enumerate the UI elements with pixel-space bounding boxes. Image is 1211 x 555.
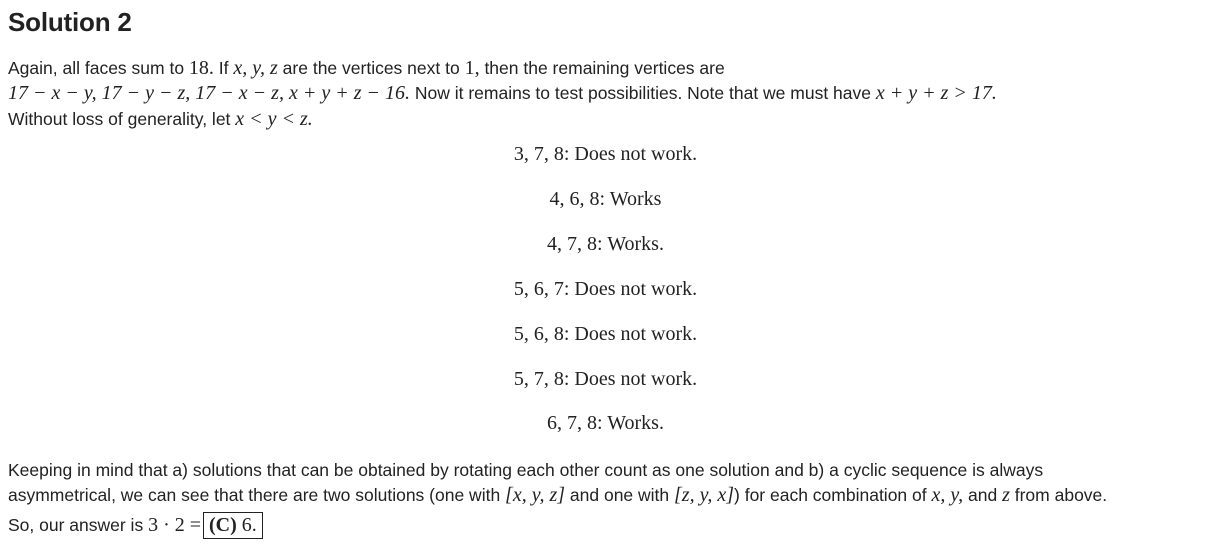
case-item: 3, 7, 8: Does not work. — [513, 143, 698, 165]
math-vars: x, y, z — [233, 57, 278, 79]
intro-text: then the remaining vertices are — [479, 58, 725, 78]
math-face-sum: 18. — [188, 57, 214, 79]
case-item: 4, 7, 8: Works. — [547, 233, 664, 255]
intro-line-2 — [8, 82, 997, 104]
conclusion-text: and — [963, 485, 1003, 505]
conclusion-text: from above. — [1009, 485, 1108, 505]
case-item: 6, 7, 8: Works. — [547, 412, 664, 434]
conclusion-line-1: Keeping in mind that a) solutions that can be obtained by rotating each other count as one solution and b) a cyclic sequence is always — [8, 460, 1044, 480]
conclusion-line-2 — [8, 484, 1107, 506]
conclusion-text: So, our answer is — [8, 515, 149, 535]
conclusion-text: and one with — [565, 485, 675, 505]
answer-label: (C) — [209, 514, 237, 536]
intro-text: are the vertices next to — [277, 58, 465, 78]
case-item: 5, 7, 8: Does not work. — [513, 368, 698, 390]
math-var-z: z — [1002, 484, 1010, 506]
math-product: 3 · 2 = — [148, 514, 202, 536]
intro-text: If — [213, 58, 234, 78]
math-sequence-1: [x, y, z] — [505, 484, 566, 506]
conclusion-text: ) for each combination of — [734, 485, 932, 505]
math-inequality: x + y + z > 17. — [875, 82, 997, 104]
intro-text: Without loss of generality, let — [8, 109, 236, 129]
math-remaining-vertices: 17 − x − y, 17 − y − z, 17 − x − z, x + y + z − 16. — [8, 82, 410, 104]
intro-line-3 — [8, 108, 313, 130]
intro-line-1 — [8, 57, 725, 79]
conclusion-text: asymmetrical, we can see that there are two solutions (one with — [8, 485, 506, 505]
intro-text: Again, all faces sum to — [8, 58, 189, 78]
section-heading: Solution 2 — [8, 7, 132, 37]
math-order: x < y < z. — [235, 108, 313, 130]
conclusion-line-3 — [8, 512, 263, 539]
case-item: 5, 6, 7: Does not work. — [513, 278, 698, 300]
intro-text: Now it remains to test possibilities. Note that we must have — [409, 83, 876, 103]
answer-value: 6. — [236, 514, 257, 536]
case-item: 4, 6, 8: Works — [549, 188, 662, 210]
case-item: 5, 6, 8: Does not work. — [513, 323, 698, 345]
math-vars: x, y, — [931, 484, 964, 506]
math-sequence-2: [z, y, x] — [674, 484, 735, 506]
answer-box — [203, 512, 263, 539]
math-one: 1, — [464, 57, 480, 79]
